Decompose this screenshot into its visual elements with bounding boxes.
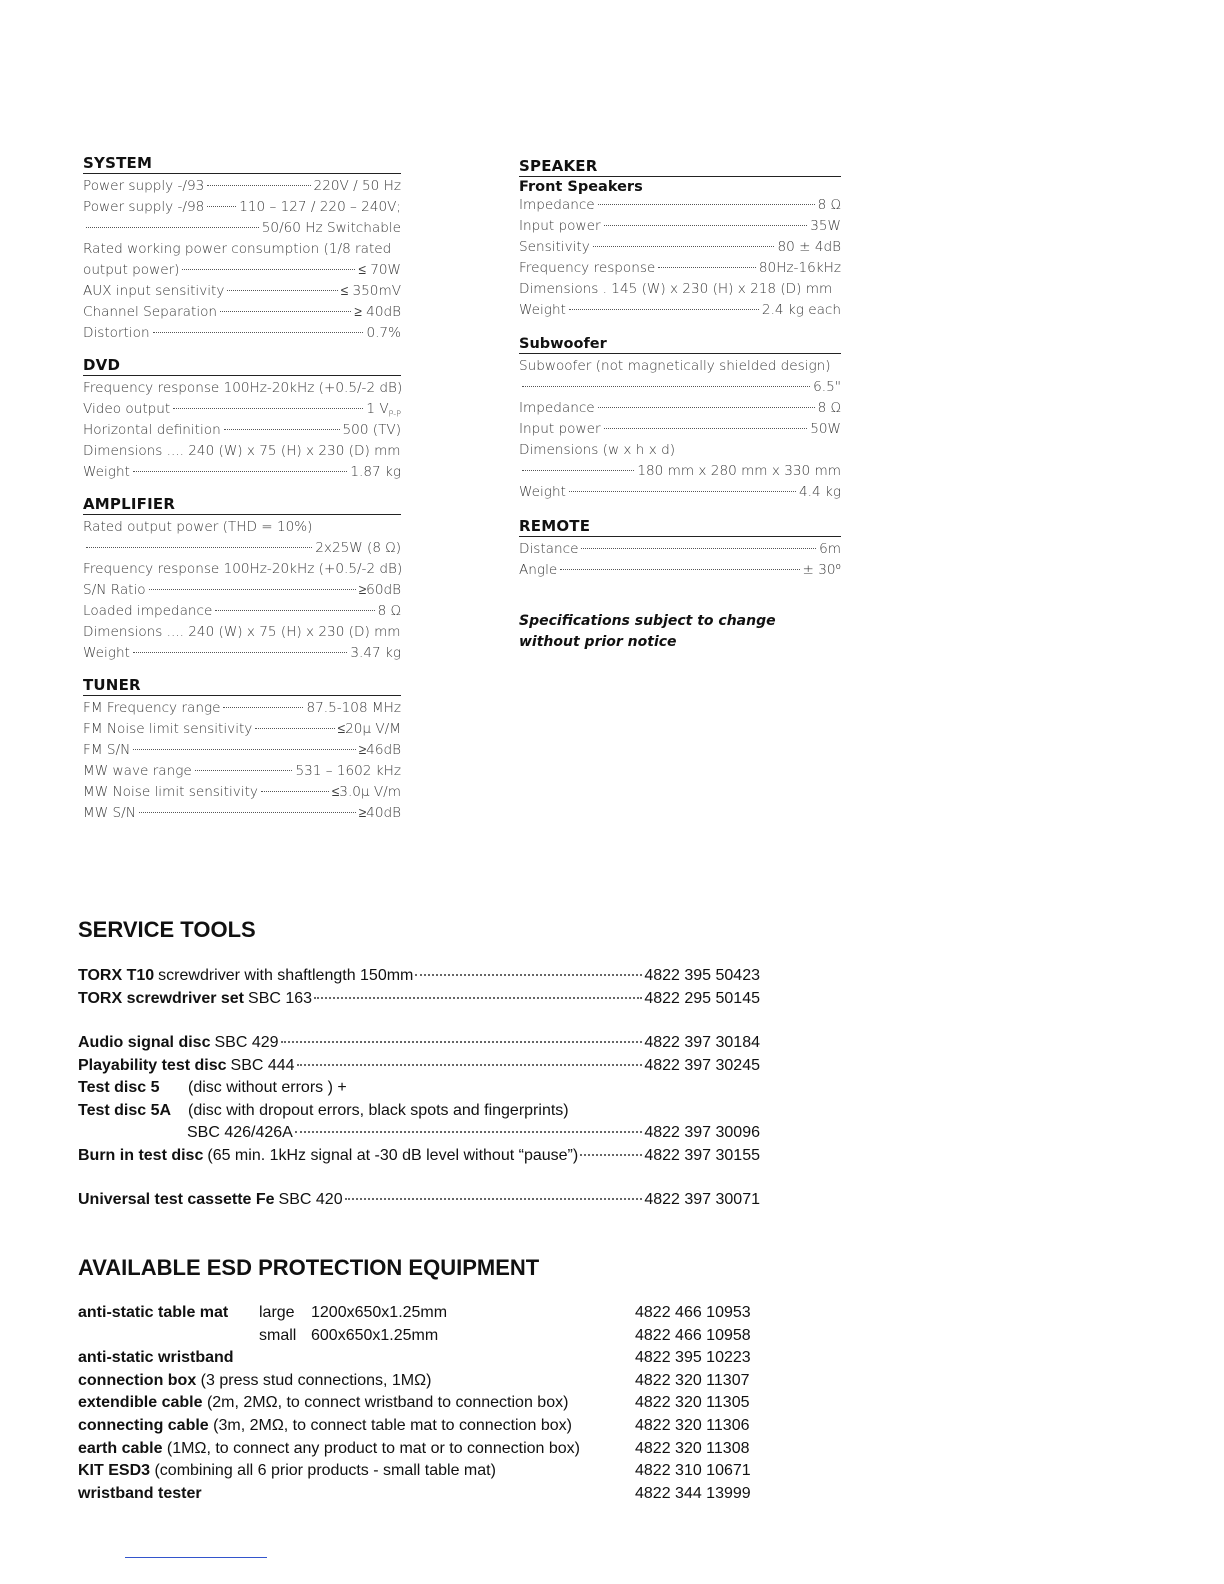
spec-row: [519, 419, 841, 440]
spec-label: Video output: [83, 401, 171, 417]
spec-value: ≥60dB: [358, 582, 401, 598]
footer-rule: [125, 1557, 267, 1558]
spec-label: Frequency response 100Hz-20kHz (+0.5/-2 dB): [83, 380, 403, 396]
leader-dots: [345, 1198, 643, 1200]
esd-title: AVAILABLE ESD PROTECTION EQUIPMENT: [78, 1255, 540, 1280]
spec-label: Input power: [519, 218, 601, 234]
spec-value: 220V / 50 Hz: [313, 178, 401, 194]
spec-row: [83, 462, 401, 483]
leader-dots: [604, 428, 808, 429]
service-tools-list: [78, 965, 760, 1212]
tool-desc: SBC 420: [278, 1191, 343, 1208]
part-code: 4822 466 10953: [635, 1304, 751, 1321]
spec-row: [519, 258, 841, 279]
spec-label: Frequency response 100Hz-20kHz (+0.5/-2 dB): [83, 561, 403, 577]
leader-dots: [215, 610, 374, 611]
spec-label: Distance: [519, 541, 579, 557]
spec-row: [83, 740, 401, 761]
leader-dots: [86, 227, 259, 228]
part-code: 4822 295 50145: [644, 989, 760, 1007]
tool-row: [78, 1100, 760, 1123]
right-spec-column: [519, 157, 841, 653]
esd-item-name: anti-static wristband: [78, 1349, 234, 1367]
spec-row: [83, 302, 401, 323]
leader-dots: [598, 204, 815, 205]
spec-row: [83, 698, 401, 719]
spec-row: [519, 237, 841, 258]
spec-label: Subwoofer (not magnetically shielded design): [519, 358, 831, 374]
spec-value: 6.5": [813, 379, 841, 395]
spec-value: 3.47 kg: [350, 645, 401, 661]
remote-section: [519, 517, 841, 581]
spec-row: [519, 216, 841, 237]
spec-row: [83, 559, 401, 580]
spec-label: Loaded impedance: [83, 603, 213, 619]
leader-dots: [173, 408, 363, 409]
spec-value: ≥40dB: [358, 805, 401, 821]
leader-dots: [522, 386, 810, 387]
spec-label: Distortion: [83, 325, 150, 341]
spec-row: [519, 461, 841, 482]
spec-value: 80 ± 4dB: [777, 239, 841, 255]
tool-row: [78, 1032, 760, 1055]
leader-dots: [207, 206, 236, 207]
spec-value: 87.5-108 MHz: [306, 700, 401, 716]
spec-value: 35W: [810, 218, 841, 234]
esd-dimensions: 1200x650x1.25mm: [311, 1304, 448, 1321]
spec-label: Horizontal definition: [83, 422, 221, 438]
leader-dots: [182, 269, 355, 270]
spec-label: Rated output power (THD = 10%): [83, 519, 313, 535]
service-tools-title: SERVICE TOOLS: [78, 917, 256, 942]
spec-label: Weight: [519, 484, 566, 500]
spec-label: MW Noise limit sensitivity: [83, 784, 258, 800]
tool-name: Burn in test disc: [78, 1146, 204, 1164]
tool-desc: (65 min. 1kHz signal at -30 dB level without “pause”): [207, 1146, 579, 1164]
spec-row: [83, 323, 401, 344]
spec-value: 2x25W (8 Ω): [315, 540, 401, 556]
leader-dots: [569, 309, 759, 310]
spec-label: MW wave range: [83, 763, 192, 779]
part-code: 4822 320 11305: [635, 1394, 750, 1412]
spec-label: Power supply -/93: [83, 178, 205, 194]
front-speakers-rows: [519, 195, 841, 321]
part-code: 4822 466 10958: [635, 1326, 751, 1344]
leader-dots: [560, 569, 799, 570]
spec-value: 8 Ω: [377, 603, 401, 619]
dvd-section: [83, 356, 401, 483]
leader-dots: [297, 1064, 643, 1066]
esd-row: [78, 1302, 768, 1325]
esd-row: [78, 1392, 768, 1415]
spec-row: [83, 601, 401, 622]
spec-value-subscript: P-P: [388, 409, 401, 419]
leader-dots: [220, 311, 351, 312]
leader-dots: [149, 589, 356, 590]
leader-dots: [581, 548, 816, 549]
spec-row: [83, 420, 401, 441]
subwoofer-rows: [519, 356, 841, 503]
spec-row: [83, 538, 401, 559]
spec-row: [83, 803, 401, 824]
leader-dots: [207, 185, 310, 186]
spec-row: [83, 761, 401, 782]
part-code: 4822 320 11307: [635, 1371, 750, 1389]
tool-desc: (disc without errors ) +: [188, 1079, 347, 1096]
spec-label: Dimensions .... 240 (W) x 75 (H) x 230 (D) mm: [83, 624, 401, 640]
tool-name: Playability test disc: [78, 1056, 227, 1074]
leader-dots: [86, 547, 312, 548]
spec-value: 500 (TV): [342, 422, 401, 438]
spec-note: Specifications subject to change without prior notice: [519, 613, 776, 650]
spec-value: 1 $V_{P-P}$: [366, 401, 401, 419]
spec-value: 2.4 kg each: [761, 302, 841, 318]
section-title: AMPLIFIER: [83, 495, 401, 515]
part-code: 4822 395 10223: [635, 1349, 751, 1367]
leader-dots: [139, 812, 356, 813]
spec-label: S/N Ratio: [83, 582, 146, 598]
part-code: 4822 397 30184: [644, 1034, 760, 1051]
section-title: REMOTE: [519, 517, 841, 537]
esd-row: [78, 1370, 768, 1393]
spec-row: [519, 300, 841, 321]
leader-dots: [133, 471, 347, 472]
amplifier-section: [83, 495, 401, 664]
speaker-section: [519, 157, 841, 503]
spec-label: Rated working power consumption (1/8 rated: [83, 241, 392, 257]
tool-row: [78, 988, 760, 1011]
spec-row: [83, 517, 401, 538]
leader-dots: [295, 1131, 642, 1133]
esd-item-name: connecting cable: [78, 1416, 209, 1434]
esd-row: [78, 1483, 768, 1506]
spec-value: ± 30⁰: [802, 562, 841, 578]
esd-desc: (3 press stud connections, 1MΩ): [196, 1371, 432, 1389]
part-code: 4822 320 11308: [635, 1439, 750, 1457]
part-code: 4822 310 10671: [635, 1462, 751, 1480]
esd-desc: (1MΩ, to connect any product to mat or to connection box): [162, 1439, 580, 1457]
front-speakers-title: Front Speakers: [519, 179, 643, 195]
spec-value: 50/60 Hz Switchable: [261, 220, 401, 236]
esd-item-name: earth cable: [78, 1439, 163, 1457]
tool-name: TORX T10: [78, 967, 155, 984]
spec-label: Sensitivity: [519, 239, 590, 255]
section-title: SPEAKER: [519, 157, 841, 177]
spec-value: ≤20µ V/M: [337, 721, 401, 737]
spec-row: [519, 440, 841, 461]
esd-item-name: anti-static table mat: [78, 1304, 229, 1321]
subwoofer-title: Subwoofer: [519, 336, 841, 354]
esd-item-name: extendible cable: [78, 1394, 203, 1412]
part-code: 4822 397 30155: [644, 1146, 760, 1164]
spec-row: [83, 218, 401, 239]
leader-dots: [281, 1041, 643, 1043]
tool-name: Test disc 5A: [78, 1101, 172, 1119]
spec-label: FM S/N: [83, 742, 131, 758]
tuner-section: [83, 676, 401, 824]
spec-label: Channel Separation: [83, 304, 218, 320]
spec-label: Dimensions . 145 (W) x 230 (H) x 218 (D) mm: [519, 281, 833, 297]
spec-row: [519, 279, 841, 300]
spec-value: 8 Ω: [817, 400, 841, 416]
spec-row: [83, 441, 401, 462]
esd-desc: (2m, 2MΩ, to connect wristband to connection box): [202, 1394, 569, 1412]
tool-row: [78, 965, 760, 988]
tool-desc: SBC 429: [214, 1034, 279, 1051]
spec-value: 50W: [810, 421, 841, 437]
part-code: 4822 397 30096: [644, 1124, 760, 1141]
esd-row: [78, 1460, 768, 1483]
leader-dots: [223, 707, 303, 708]
esd-item-name: wristband tester: [78, 1484, 202, 1502]
part-code: 4822 397 30071: [644, 1191, 760, 1208]
spec-row: [83, 176, 401, 197]
leader-dots: [569, 491, 796, 492]
esd-desc: (3m, 2MΩ, to connect table mat to connection box): [208, 1416, 572, 1434]
left-spec-column: [83, 154, 401, 836]
spec-row: [83, 239, 401, 260]
spec-value: 4.4 kg: [799, 484, 841, 500]
spec-row: [519, 560, 841, 581]
system-section: [83, 154, 401, 344]
spec-label: Angle: [519, 562, 558, 578]
spec-row: [83, 643, 401, 664]
tool-desc: (disc with dropout errors, black spots and fingerprints): [188, 1101, 569, 1119]
leader-dots: [415, 974, 642, 976]
spec-label: Dimensions (w x h x d): [519, 442, 676, 458]
leader-dots: [153, 332, 364, 333]
spec-row: [83, 622, 401, 643]
spec-label: Input power: [519, 421, 601, 437]
spec-value: ≥46dB: [358, 742, 401, 758]
tool-desc: SBC 426/426A: [187, 1124, 293, 1141]
tool-desc: screwdriver with shaftlength 150mm: [158, 967, 414, 984]
leader-dots: [593, 246, 775, 247]
spec-label: Dimensions .... 240 (W) x 75 (H) x 230 (D) mm: [83, 443, 401, 459]
spec-row: [83, 580, 401, 601]
tool-desc: SBC 163: [248, 989, 313, 1007]
spec-value: ≤3.0µ V/m: [331, 784, 401, 800]
spec-value: ≤ 350mV: [340, 283, 401, 299]
spec-row: [519, 398, 841, 419]
leader-dots: [227, 290, 337, 291]
tool-name: Universal test cassette Fe: [78, 1191, 275, 1208]
spec-value: 6m: [819, 541, 841, 557]
tool-name: TORX screwdriver set: [78, 989, 245, 1007]
leader-dots: [314, 997, 642, 999]
leader-dots: [604, 225, 808, 226]
leader-dots: [133, 652, 347, 653]
esd-row: [78, 1325, 768, 1348]
tool-row: [78, 1189, 760, 1212]
section-title: DVD: [83, 356, 401, 376]
spec-value: ≤ 70W: [358, 262, 401, 278]
spec-label: Weight: [519, 302, 566, 318]
spec-value: 0.7%: [366, 325, 401, 341]
leader-dots: [580, 1154, 642, 1156]
spec-value: 180 mm x 280 mm x 330 mm: [637, 463, 841, 479]
spec-row: [83, 260, 401, 281]
esd-size: large: [259, 1304, 295, 1321]
leader-dots: [255, 728, 334, 729]
spec-label: Frequency response: [519, 260, 656, 276]
section-title: SYSTEM: [83, 154, 401, 174]
spec-label: Weight: [83, 464, 130, 480]
esd-row: [78, 1415, 768, 1438]
spec-value: ≥ 40dB: [354, 304, 401, 320]
spec-value: 531 – 1602 kHz: [295, 763, 401, 779]
spec-label: AUX input sensitivity: [83, 283, 225, 299]
spec-label: output power): [83, 262, 180, 278]
spec-label: Power supply -/98: [83, 199, 205, 215]
esd-item-name: connection box: [78, 1371, 197, 1389]
part-code: 4822 344 13999: [635, 1484, 751, 1502]
leader-dots: [598, 407, 815, 408]
esd-row: [78, 1438, 768, 1461]
spec-row: [519, 539, 841, 560]
esd-size: small: [259, 1326, 297, 1344]
spec-row: [519, 195, 841, 216]
spec-row: [83, 281, 401, 302]
spec-label: Weight: [83, 645, 130, 661]
tool-row: [78, 1077, 760, 1100]
esd-item-name: KIT ESD3: [78, 1462, 151, 1480]
spec-value: 80Hz-16kHz: [758, 260, 841, 276]
spec-row: [83, 399, 401, 420]
section-title: TUNER: [83, 676, 401, 696]
spec-value: 8 Ω: [817, 197, 841, 213]
leader-dots: [224, 429, 340, 430]
spec-label: Impedance: [519, 197, 595, 213]
spec-row: [83, 782, 401, 803]
spec-label: FM Noise limit sensitivity: [83, 721, 253, 737]
spec-value: 110 – 127 / 220 – 240V;: [239, 199, 401, 215]
spec-label: Impedance: [519, 400, 595, 416]
esd-equipment-list: [78, 1302, 768, 1505]
tool-row: [78, 1122, 760, 1145]
part-code: 4822 395 50423: [644, 967, 760, 984]
esd-row: [78, 1347, 768, 1370]
spec-row: [519, 356, 841, 377]
spec-value: 1.87 kg: [350, 464, 401, 480]
spec-row: [83, 197, 401, 218]
spec-label: FM Frequency range: [83, 700, 221, 716]
tool-name: Test disc 5: [78, 1079, 160, 1096]
part-code: 4822 397 30245: [644, 1056, 760, 1074]
spec-row: [83, 378, 401, 399]
leader-dots: [133, 749, 355, 750]
spec-row: [519, 377, 841, 398]
tool-desc: SBC 444: [230, 1056, 295, 1074]
tool-name: Audio signal disc: [78, 1034, 211, 1051]
tool-row: [78, 1055, 760, 1078]
tool-row: [78, 1145, 760, 1168]
part-code: 4822 320 11306: [635, 1416, 750, 1434]
spec-label: MW S/N: [83, 805, 136, 821]
esd-dimensions: 600x650x1.25mm: [311, 1326, 439, 1344]
leader-dots: [658, 267, 756, 268]
leader-dots: [195, 770, 293, 771]
esd-desc: (combining all 6 prior products - small table mat): [150, 1462, 496, 1480]
leader-dots: [522, 470, 634, 471]
spec-row: [83, 719, 401, 740]
leader-dots: [261, 791, 329, 792]
spec-row: [519, 482, 841, 503]
